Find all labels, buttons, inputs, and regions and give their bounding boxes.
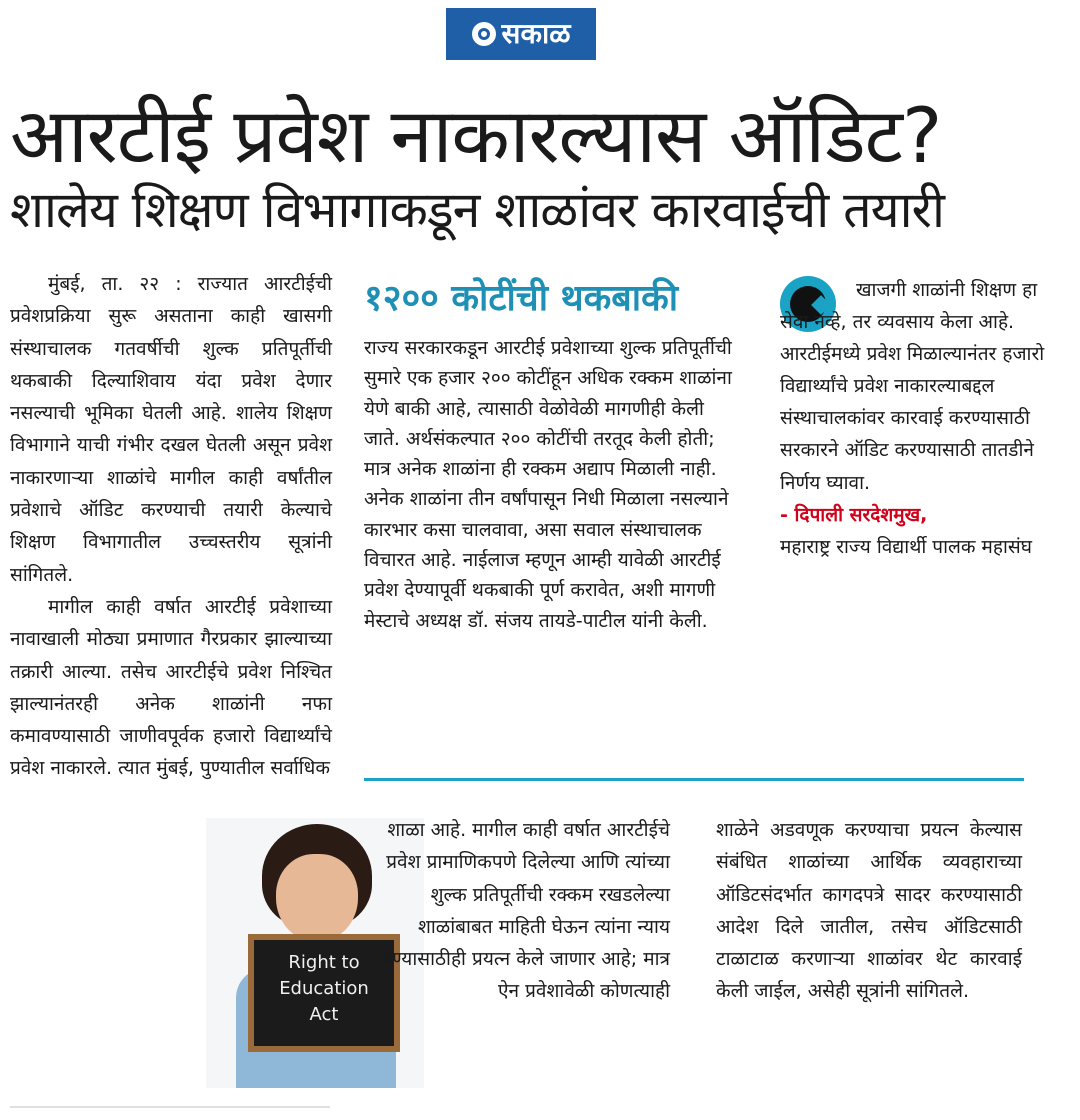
slate-line: Education (279, 978, 369, 999)
quote-affiliation: महाराष्ट्र राज्य विद्यार्थी पालक महासंघ (780, 535, 1032, 558)
logo-text: सकाळ (501, 17, 571, 50)
subheadline: शालेय शिक्षण विभागाकडून शाळांवर कारवाईची तयारी (10, 181, 944, 239)
bottom-divider (10, 1106, 330, 1108)
article-column-1 (10, 268, 332, 785)
article-paragraph: मागील काही वर्षात आरटीई प्रवेशाच्या नावाखाली मोठ्या प्रमाणात गैरप्रकार झाल्याच्या तक्रारी आल्या. तसेच आरटीईचे प्रवेश निश्चित झाल्यानंतरही अनेक शाळांनी नफा कमावण्यासाठी जाणीवपूर्वक हजारो विद्यार्थ्यांचे प्रवेश नाकारले. त्यात मुंबई, पुण्यातील सर्वाधिक (10, 595, 332, 780)
slate-line: Right to (288, 952, 360, 973)
quote-block (780, 274, 1060, 563)
logo-emblem-icon (472, 22, 496, 46)
article-column-3: शाळा आहे. मागील काही वर्षात आरटीईचे प्रवेश प्रामाणिकपणे दिलेल्या आणि त्यांच्या शुल्क प्रतिपूर्तीची रक्कम रखडलेल्या शाळांबाबत माहिती घेऊन त्यांना न्याय देण्यासाठीही प्रयत्न केले जाणार आहे; मात्र ऐन प्रवेशावेळी कोणत्याही (382, 819, 670, 1003)
section-divider (364, 778, 1024, 781)
article-column-4: शाळेने अडवणूक करण्याचा प्रयत्न केल्यास संबंधित शाळांच्या आर्थिक व्यवहाराच्या ऑडिटसंदर्भात कागदपत्रे सादर करण्यासाठी आदेश दिले जातील, तसेच ऑडिटसाठी टाळाटाळ करणाऱ्या शाळांवर थेट कारवाई केली जाईल, असेही सूत्रांनी सांगितले. (716, 819, 1022, 1003)
slate-line: Act (309, 1004, 339, 1025)
article-paragraph: मुंबई, ता. २२ : राज्यात आरटीईची प्रवेशप्रक्रिया सुरू असताना काही खासगी संस्थाचालक गतवर्षीची शुल्क प्रतिपूर्तीची थकबाकी दिल्याशिवाय यंदा प्रवेश देणार नसल्याची भूमिका घेतली आहे. शालेय शिक्षण विभागाने याची गंभीर दखल घेतली असून प्रवेश नाकारणाऱ्या शाळांचे मागील काही वर्षांतील प्रवेशाचे ऑडिट करण्याची तयारी केल्याचे शिक्षण विभागातील उच्चस्तरीय सूत्रांनी सांगितले. (10, 273, 332, 586)
sidebar-title: १२०० कोटींची थकबाकी (364, 278, 679, 319)
sidebar-body: राज्य सरकारकडून आरटीई प्रवेशाच्या शुल्क प्रतिपूर्तीची सुमारे एक हजार २०० कोटींहून अधिक रक्कम शाळांना येणे बाकी आहे, त्यासाठी वेळोवेळी मागणीही केली जाते. अर्थसंकल्पात २०० कोटींची तरतूद केली होती; मात्र अनेक शाळांना ही रक्कम अद्याप मिळाली नाही. अनेक शाळांना तीन वर्षांपासून निधी मिळाला नसल्याने कारभार कसा चालवावा, असा सवाल संस्थाचालक विचारत आहे. नाईलाज म्हणून आम्ही यावेळी आरटीई प्रवेश देण्यापूर्वी थकबाकी पूर्ण करावेत, अशी मागणी मेस्टाचे अध्यक्ष डॉ. संजय तायडे-पाटील यांनी केली. (364, 337, 732, 632)
quote-text: सेवा नव्हे, तर व्यवसाय केला आहे. आरटीईमध्ये प्रवेश मिळाल्यानंतर हजारो विद्यार्थ्यांचे प्रवेश नाकारल्याबद्दल संस्थाचालकांवर कारवाई करण्यासाठी सरकारने ऑडिट करण्यासाठी तातडीने निर्णय घ्यावा. (780, 311, 1045, 494)
photo-face (276, 854, 358, 942)
headline: आरटीई प्रवेश नाकारल्यास ऑडिट? (10, 91, 942, 180)
newspaper-logo (446, 8, 596, 60)
quote-author: - दिपाली सरदेशमुख, (780, 503, 928, 526)
quote-lead: खाजगी शाळांनी शिक्षण हा (856, 279, 1038, 301)
